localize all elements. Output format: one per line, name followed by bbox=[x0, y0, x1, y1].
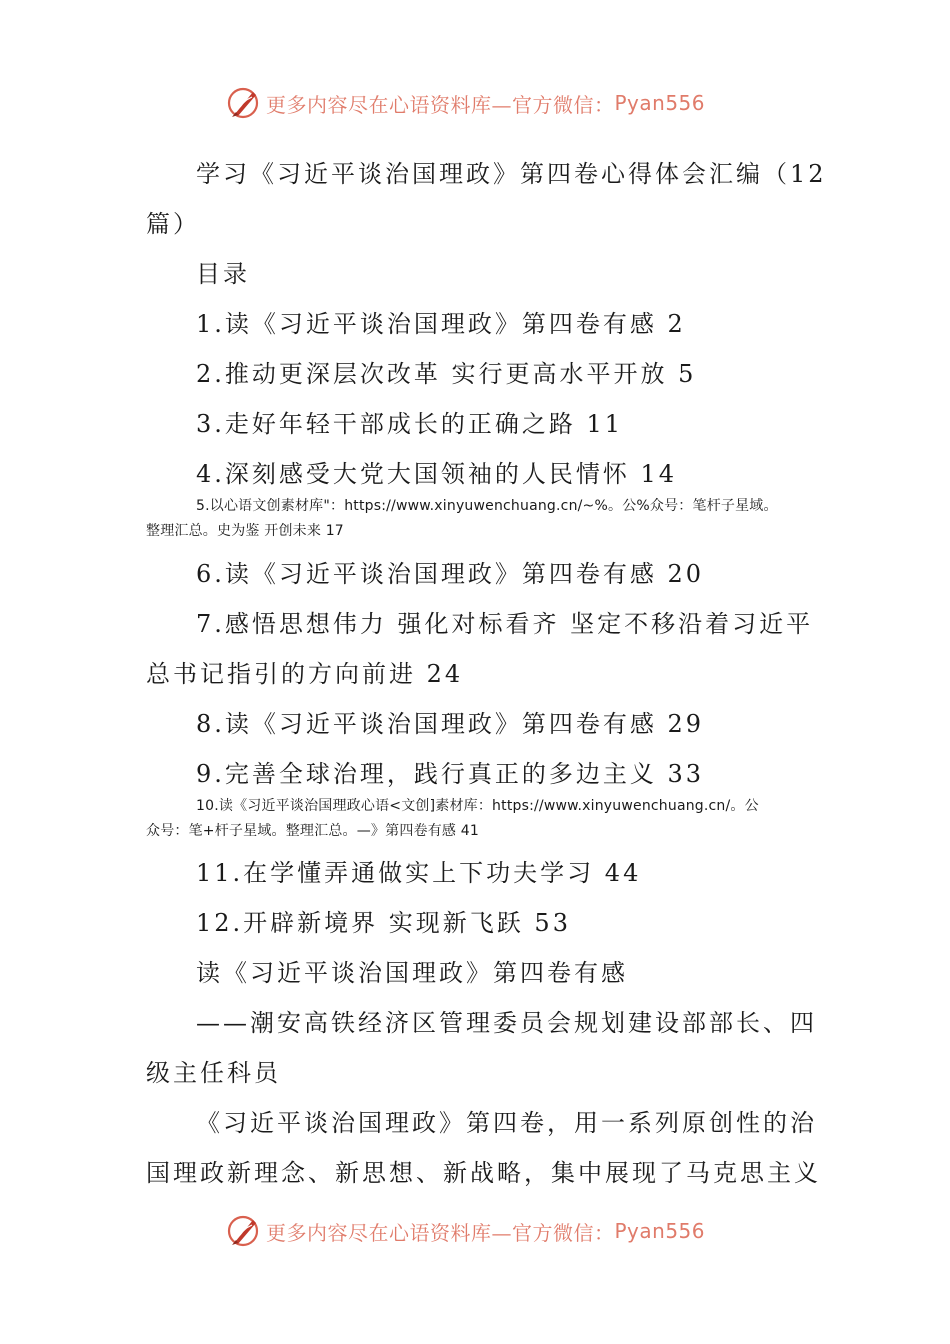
author-line-2: 级主任科员 bbox=[146, 1059, 281, 1087]
toc-item-11: 11.在学懂弄通做实上下功夫学习 44 bbox=[196, 859, 642, 887]
toc-item-9: 9.完善全球治理，践行真正的多边主义 33 bbox=[196, 760, 705, 788]
toc-item-2: 2.推动更深层次改革 实行更高水平开放 5 bbox=[196, 360, 697, 388]
banner-wechat-id[interactable]: Pyan556 bbox=[614, 1219, 706, 1243]
toc-item-7-line-2: 总书记指引的方向前进 24 bbox=[146, 660, 464, 688]
toc-item-5-line-2: 整理汇总。史为鉴 开创未来 17 bbox=[146, 523, 344, 539]
toc-item-5-line-1: 5.以心语文创素材库"：https://www.xinyuwenchuang.cn/~%。公%众号：笔杆子星域。 bbox=[196, 498, 778, 514]
footer-banner[interactable] bbox=[226, 1211, 746, 1251]
toc-item-8: 8.读《习近平谈治国理政》第四卷有感 29 bbox=[196, 710, 705, 738]
banner-wechat-id[interactable]: Pyan556 bbox=[614, 91, 706, 115]
body-line-1: 《习近平谈治国理政》第四卷，用一系列原创性的治 bbox=[196, 1109, 817, 1137]
article-title: 读《习近平谈治国理政》第四卷有感 bbox=[196, 959, 628, 987]
toc-item-6: 6.读《习近平谈治国理政》第四卷有感 20 bbox=[196, 560, 705, 588]
toc-item-4: 4.深刻感受大党大国领袖的人民情怀 14 bbox=[196, 460, 678, 488]
quill-pen-logo-icon bbox=[226, 1213, 262, 1249]
doc-title-line-1: 学习《习近平谈治国理政》第四卷心得体会汇编（12 bbox=[196, 160, 827, 188]
toc-heading: 目录 bbox=[196, 260, 250, 288]
toc-item-7-line-1: 7.感悟思想伟力 强化对标看齐 坚定不移沿着习近平 bbox=[196, 610, 814, 638]
toc-item-1: 1.读《习近平谈治国理政》第四卷有感 2 bbox=[196, 310, 686, 338]
doc-title-line-2: 篇） bbox=[146, 210, 200, 238]
toc-item-12: 12.开辟新境界 实现新飞跃 53 bbox=[196, 909, 571, 937]
toc-item-10-line-1: 10.读《习近平谈治国理政心语<文创]素材库：https://www.xinyuwenchuang.cn/。公 bbox=[196, 798, 759, 814]
quill-pen-logo-icon bbox=[226, 85, 262, 121]
toc-item-3: 3.走好年轻干部成长的正确之路 11 bbox=[196, 410, 624, 438]
banner-text: 更多内容尽在心语资料库—官方微信： bbox=[266, 1220, 615, 1245]
header-banner[interactable] bbox=[226, 83, 746, 123]
toc-item-10-line-2: 众号：笔+杆子星域。整理汇总。—》第四卷有感 41 bbox=[146, 823, 479, 839]
body-line-2: 国理政新理念、新思想、新战略，集中展现了马克思主义 bbox=[146, 1159, 821, 1187]
banner-text: 更多内容尽在心语资料库—官方微信： bbox=[266, 92, 615, 117]
author-line-1: ——潮安高铁经济区管理委员会规划建设部部长、四 bbox=[196, 1009, 817, 1037]
